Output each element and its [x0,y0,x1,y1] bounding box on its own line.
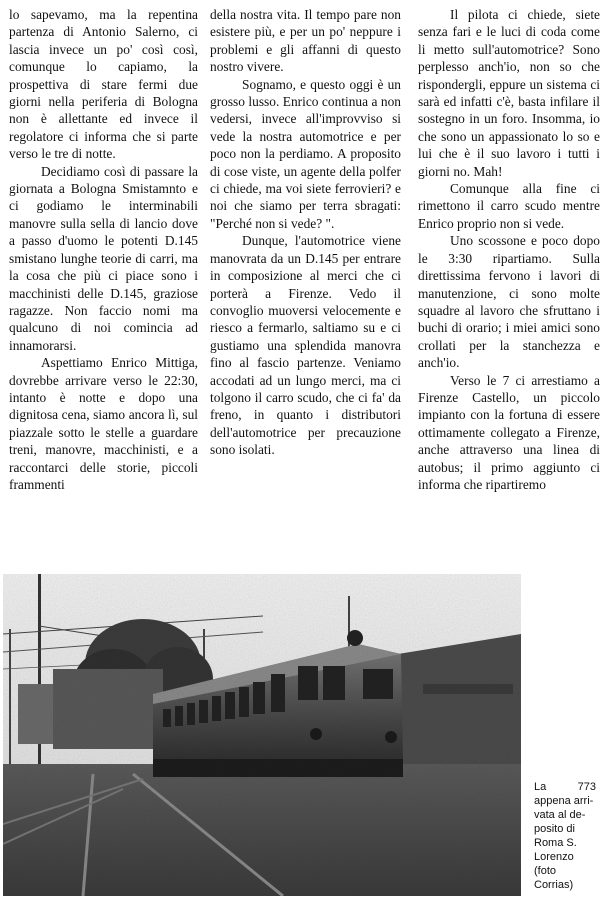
paragraph: Verso le 7 ci arrestiamo a Firenze Castello, un piccolo impianto con la fortuna di essere ottimamente collegato a Firenze, anche attraverso una linea di autobus; il primo aggiunto ci informa che ripartiremo [418,372,600,492]
paragraph: lo sapevamo, ma la repentina partenza di Antonio Salerno, ci lascia invece un po' così così, comunque lo capiamo, la prospettiva di stare fermi due giorni nella periferia di Bologna non è allettante ed invece il regolatore ci informa che si parte verso le tre di notte. [9,7,198,162]
paragraph: Aspettiamo Enrico Mittiga, dovrebbe arrivare verso le 22:30, intanto è notte e dopo una dignitosa cena, siamo ancora lì, sul piazzale sotto le stelle a guardare treni, manovre, macchinisti, e a raccontarci delle storie, piccoli frammenti [9,355,198,492]
paragraph: Decidiamo così di passare la giornata a Bologna Smistamnto e ci godiamo le interminabili manovre sulla sella di lancio dove a passo d'uomo le potenti D.145 smistano lunghe teorie di carri, ma la cosa che più ci piace sono i macchinisti delle D.145, graziose ragazze. Non faccio nomi ma qualcuno di noi comincia ad innamorarsi. [9,163,198,353]
caption-line: vata al de- [534,809,586,821]
paragraph: Dunque, l'automotrice viene manovrata da un D.145 per entrare in composizione al merci che ci porterà a Firenze. Vedo il convoglio muoversi velocemente e riesco a fermarlo, saltiamo su e ci gustiamo una splendida manovra fino al fascio partenze. Veniamo accodati ad un lungo merci, ma ci tolgono il carro scudo, che ci fa' da freno, in quanto i distributori dell'automotrice per precauzione sono isolati. [210,233,401,458]
paragraph: Comunque alla fine ci rimettono il carro scudo mentre Enrico proprio non si vede. [418,181,600,231]
caption-line: La 773 appena arri- [534,781,596,807]
caption-line: Corrias) [534,879,574,891]
article-column-1 [9,6,198,493]
caption-line: Roma S. [534,837,577,849]
article-column-3 [418,6,600,493]
paragraph: Il pilota ci chiede, siete senza fari e le luci di coda come li metto sull'automotrice? Sono perplesso anch'io, non so che rispondergli, eppure un sistema ci sarà ed infatti c'è, basta infilare il sostegno in un foro. Insomma, io che sono un appassionato lo so e lui che è il suo lavoro i tutti i giorni no. Mah! [418,7,600,179]
caption-line: Lorenzo [534,851,574,863]
paragraph: Sognamo, e questo oggi è un grosso lusso. Enrico continua a non vedersi, invece all'improvviso si vede la nostra automotrice e per poco non la perdiamo. A proposito di cose viste, un agente della polfer ci chiede, ma voi siete ferrovieri? e noi che siamo per terra sbragati: "Perché non si vede? ". [210,76,401,231]
railcar-photo [3,574,521,896]
caption-line: (foto [534,865,557,877]
paragraph: della nostra vita. Il tempo pare non esistere più, e per un po' neppure i problemi e gli affanni di questo nostro vivere. [210,7,401,75]
caption-line: posito di [534,823,575,835]
railcar-photo-illustration [3,574,521,896]
article-column-2 [210,6,401,459]
photo-caption [534,780,596,892]
paragraph: Uno scossone e poco dopo le 3:30 ripartiamo. Sulla direttissima fervono i lavori di manutenzione, ci sono molte squadre al lavoro che sfruttano i buchi di orario; i miei amici sono crollati per la stanchezza e anch'io. [418,233,600,371]
